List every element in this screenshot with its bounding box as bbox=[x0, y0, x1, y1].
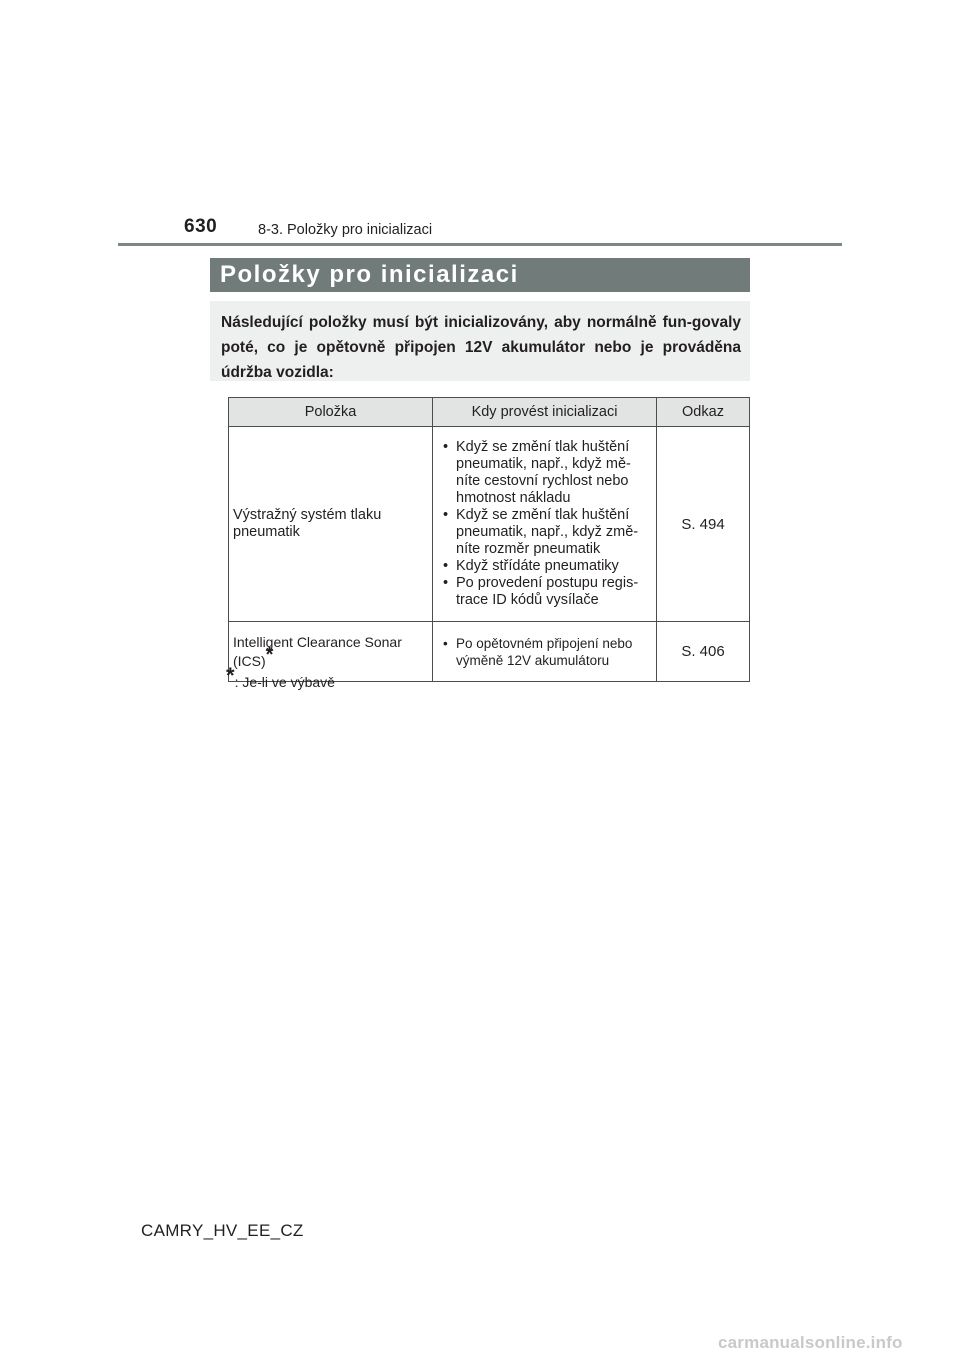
item-label: Výstražný systém tlaku pneumatik bbox=[233, 507, 382, 540]
table-header-row bbox=[229, 398, 750, 427]
header-reference: Odkaz bbox=[657, 398, 750, 427]
list-item: • Když střídáte pneumatiky bbox=[436, 558, 652, 575]
item-label: Intelligent Clearance Sonar (ICS) bbox=[233, 633, 402, 669]
item-cell bbox=[229, 427, 433, 622]
list-item: • Po opětovném připojení nebo výměně 12V akumulátoru bbox=[436, 635, 652, 669]
watermark: carmanualsonline.info bbox=[718, 1333, 903, 1352]
list-item: • Když se změní tlak huštění pneumatik, např., když mě-níte cestovní rychlost nebo hmotnost nákladu bbox=[436, 439, 652, 507]
list-item: • Po provedení postupu regis-trace ID kódů vysílače bbox=[436, 575, 652, 609]
initialization-table bbox=[228, 397, 750, 682]
when-cell bbox=[433, 427, 657, 622]
when-cell bbox=[433, 622, 657, 682]
condition-list bbox=[436, 439, 652, 609]
reference-cell: S. 494 bbox=[657, 427, 750, 622]
list-item: • Když se změní tlak huštění pneumatik, např., když změ-níte rozměr pneumatik bbox=[436, 507, 652, 558]
running-head: 8-3. Položky pro inicializaci bbox=[258, 222, 433, 238]
condition-list bbox=[436, 635, 652, 669]
footnote-mark: * bbox=[265, 643, 274, 666]
reference-cell: S. 406 bbox=[657, 622, 750, 682]
item-cell bbox=[229, 622, 433, 682]
table-row bbox=[229, 622, 750, 682]
header-rule bbox=[118, 243, 842, 246]
footnote bbox=[226, 663, 335, 690]
footnote-text: : Je-li ve výbavě bbox=[234, 674, 335, 690]
header-item: Položka bbox=[229, 398, 433, 427]
footnote-mark: * bbox=[226, 663, 235, 688]
intro-text: Následující položky musí být inicializovány, aby normálně fun-govaly poté, co je opětovně připojen 12V akumulátor nebo je prováděna údržba vozidla: bbox=[210, 301, 750, 381]
header-when: Kdy provést inicializaci bbox=[433, 398, 657, 427]
table-row bbox=[229, 427, 750, 622]
document-code: CAMRY_HV_EE_CZ bbox=[141, 1221, 304, 1240]
page-number: 630 bbox=[184, 216, 218, 237]
section-title: Položky pro inicializaci bbox=[210, 258, 750, 292]
